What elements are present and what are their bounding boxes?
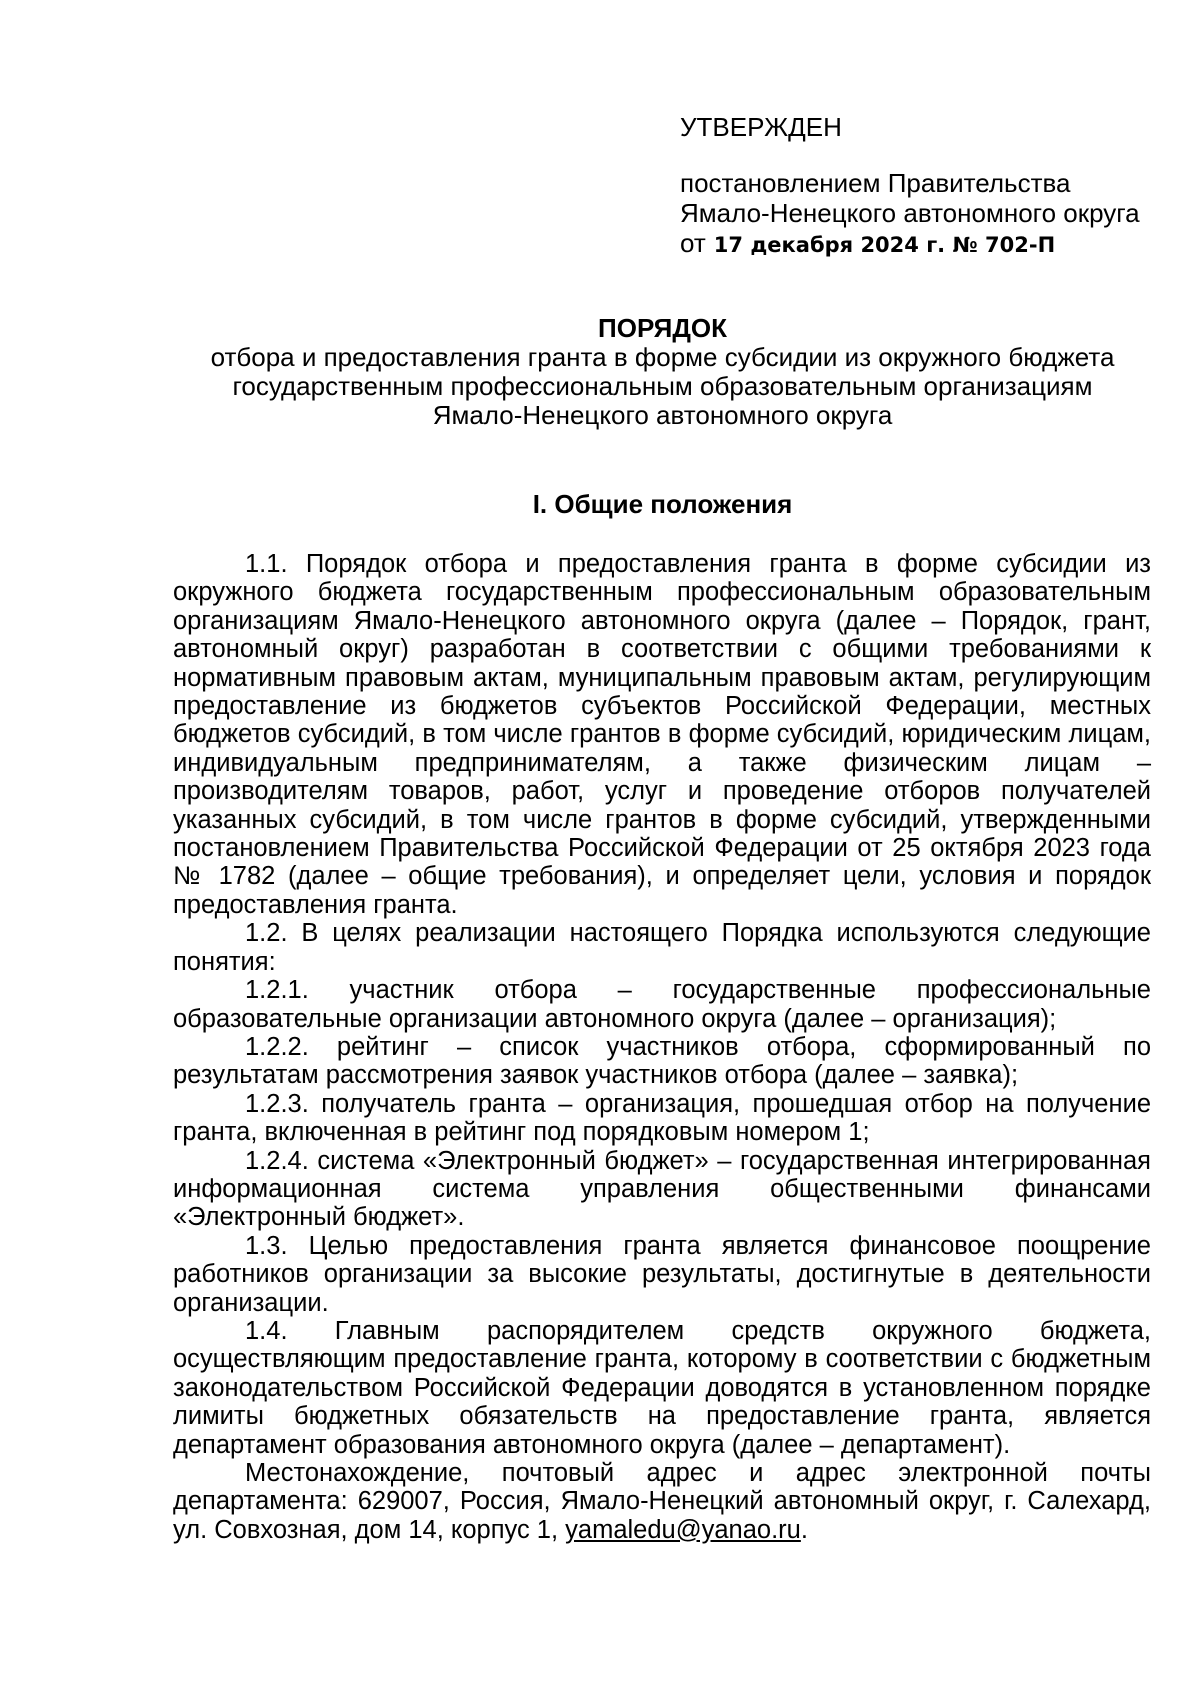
approval-line-1: постановлением Правительства [680, 168, 1071, 198]
document-title: ПОРЯДОК [598, 313, 727, 343]
approval-date-prefix: от [680, 228, 706, 258]
approved-label: УТВЕРЖДЕН [680, 112, 842, 142]
paragraph-location [173, 1459, 1151, 1544]
paragraph-1-2-3: 1.2.3. получатель гранта – организация, прошедшая отбор на получение гранта, включенная в рейтинг под порядковым номером 1; [173, 1089, 1151, 1147]
approval-block [680, 112, 1160, 260]
document-subtitle-line-3: Ямало-Ненецкого автономного округа [432, 400, 893, 430]
document-subtitle-line-1: отбора и предоставления гранта в форме субсидии из окружного бюджета [210, 342, 1115, 372]
paragraph-1-4: 1.4. Главным распорядителем средств окружного бюджета, осуществляющим предоставление гранта, которому в соответствии с бюджетным законодательством Российской Федерации доводятся в установленном порядке лимиты бюджетных обязательств на предоставление гранта, является департамент образования автономного округа (далее – департамент). [173, 1316, 1151, 1459]
paragraph-1-1: 1.1. Порядок отбора и предоставления гранта в форме субсидии из окружного бюджета государственным профессиональным образовательным организациям Ямало-Ненецкого автономного округа (далее – Порядок, грант, автономный округ) разработан в соответствии с общими требованиями к нормативным правовым актам, муниципальным правовым актам, регулирующим предоставление из бюджетов субъектов Российской Федерации, местных бюджетов субсидий, в том числе грантов в форме субсидий, юридическим лицам, индивидуальным предпринимателям, а также физическим лицам – производителям товаров, работ, услуг и проведение отборов получателей указанных субсидий, в том числе грантов в форме субсидий, утвержденными постановлением Правительства Российской Федерации от 25 октября 2023 года № 1782 (далее – общие требования), и определяет цели, условия и порядок предоставления гранта. [173, 550, 1151, 919]
approval-date-value: 17 декабря 2024 г. № 702-П [713, 233, 1056, 257]
email-link[interactable]: yamaledu@yanao.ru [565, 1515, 801, 1544]
paragraph-1-2-2: 1.2.2. рейтинг – список участников отбора, сформированный по результатам рассмотрения заявок участников отбора (далее – заявка); [173, 1032, 1151, 1090]
document-subtitle-line-2: государственным профессиональным образовательным организациям [232, 371, 1093, 401]
location-text: Местонахождение, почтовый адрес и адрес электронной почты департамента: 629007, Россия, Ямало-Ненецкий автономный округ, г. Салехард, ул. Совхозная, дом 14, корпус 1, [173, 1459, 1151, 1544]
paragraph-1-2-1: 1.2.1. участник отбора – государственные профессиональные образовательные организации автономного округа (далее – организация); [173, 976, 1151, 1033]
paragraph-1-2: 1.2. В целях реализации настоящего Порядка используются следующие понятия: [173, 919, 1151, 976]
document-title-block [170, 314, 1155, 430]
paragraph-1-2-4: 1.2.4. система «Электронный бюджет» – государственная интегрированная информационная система управления общественными финансами «Электронный бюджет». [173, 1146, 1151, 1232]
section-heading: I. Общие положения [532, 489, 793, 519]
approval-date-line [680, 228, 1160, 260]
approval-line-2: Ямало-Ненецкого автономного округа [680, 198, 1140, 228]
document-body [173, 550, 1151, 1544]
paragraph-1-3: 1.3. Целью предоставления гранта является финансовое поощрение работников организации за высокие результаты, достигнутые в деятельности организации. [173, 1231, 1151, 1317]
location-end: . [800, 1515, 808, 1544]
